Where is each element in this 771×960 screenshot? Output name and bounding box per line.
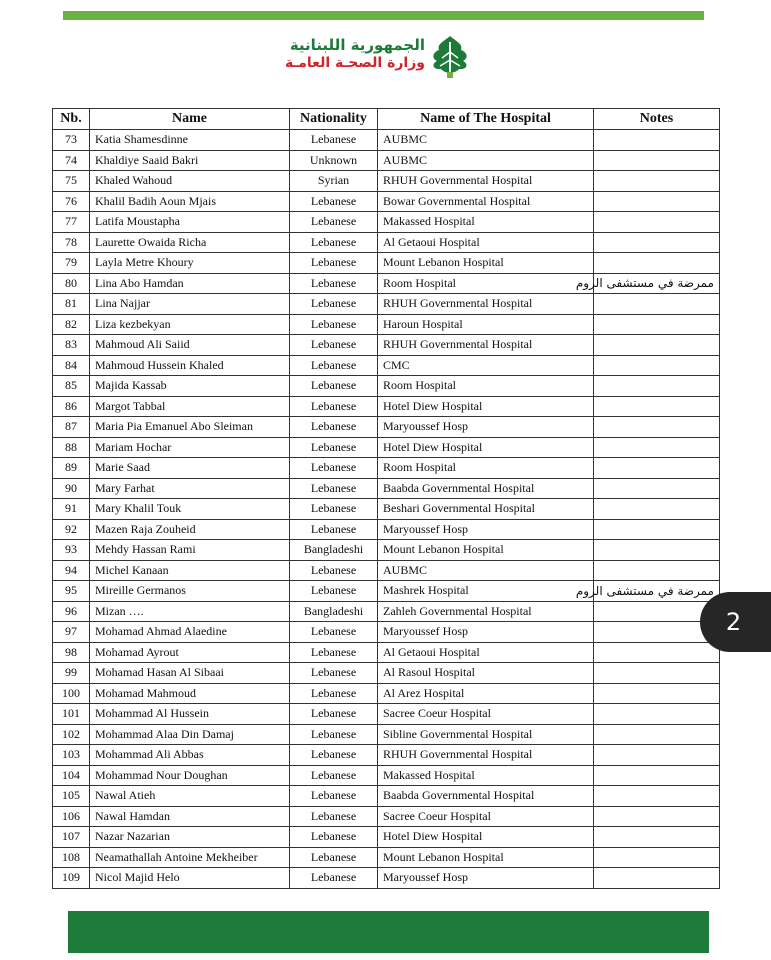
cell-name: Mohammad Ali Abbas bbox=[90, 745, 290, 766]
cell-nb: 79 bbox=[53, 253, 90, 274]
cell-hospital: Mount Lebanon Hospital bbox=[378, 540, 594, 561]
cell-name: Laurette Owaida Richa bbox=[90, 232, 290, 253]
cell-hospital: Al Getaoui Hospital bbox=[378, 642, 594, 663]
cell-name: Liza kezbekyan bbox=[90, 314, 290, 335]
cell-name: Mahmoud Hussein Khaled bbox=[90, 355, 290, 376]
cell-name: Mohamad Ayrout bbox=[90, 642, 290, 663]
cell-nationality: Lebanese bbox=[290, 847, 378, 868]
cell-notes bbox=[594, 191, 720, 212]
table-row bbox=[53, 683, 720, 704]
column-header-hospital: Name of The Hospital bbox=[378, 109, 594, 130]
cell-nationality: Lebanese bbox=[290, 396, 378, 417]
table-row bbox=[53, 642, 720, 663]
cell-notes bbox=[594, 745, 720, 766]
cell-name: Nazar Nazarian bbox=[90, 827, 290, 848]
table-row bbox=[53, 806, 720, 827]
cell-nb: 95 bbox=[53, 581, 90, 602]
cell-name: Mohamad Hasan Al Sibaai bbox=[90, 663, 290, 684]
cell-nb: 109 bbox=[53, 868, 90, 889]
cell-nationality: Lebanese bbox=[290, 519, 378, 540]
table-row bbox=[53, 519, 720, 540]
cell-hospital: Baabda Governmental Hospital bbox=[378, 786, 594, 807]
cell-nb: 81 bbox=[53, 294, 90, 315]
cell-nb: 96 bbox=[53, 601, 90, 622]
table-row bbox=[53, 171, 720, 192]
cell-name: Mohammad Alaa Din Damaj bbox=[90, 724, 290, 745]
cell-nb: 108 bbox=[53, 847, 90, 868]
cell-notes bbox=[594, 458, 720, 479]
cell-nb: 102 bbox=[53, 724, 90, 745]
table-row bbox=[53, 314, 720, 335]
cell-notes bbox=[594, 437, 720, 458]
cell-hospital: Sacree Coeur Hospital bbox=[378, 806, 594, 827]
table-row bbox=[53, 847, 720, 868]
cell-nb: 86 bbox=[53, 396, 90, 417]
cell-nationality: Lebanese bbox=[290, 417, 378, 438]
cell-hospital: AUBMC bbox=[378, 130, 594, 151]
cell-hospital: Al Arez Hospital bbox=[378, 683, 594, 704]
cell-hospital: Al Getaoui Hospital bbox=[378, 232, 594, 253]
cell-nb: 84 bbox=[53, 355, 90, 376]
table-row bbox=[53, 499, 720, 520]
cell-hospital: Mount Lebanon Hospital bbox=[378, 253, 594, 274]
cell-hospital: Room Hospital bbox=[378, 458, 594, 479]
cell-hospital: Room Hospital bbox=[378, 273, 594, 294]
cell-name: Marie Saad bbox=[90, 458, 290, 479]
cell-hospital: Maryoussef Hosp bbox=[378, 622, 594, 643]
cell-nb: 92 bbox=[53, 519, 90, 540]
page-number: 2 bbox=[725, 608, 742, 636]
cell-notes bbox=[594, 130, 720, 151]
cell-hospital: Maryoussef Hosp bbox=[378, 868, 594, 889]
cell-hospital: RHUH Governmental Hospital bbox=[378, 745, 594, 766]
cell-name: Katia Shamesdinne bbox=[90, 130, 290, 151]
cell-name: Mariam Hochar bbox=[90, 437, 290, 458]
cell-nb: 104 bbox=[53, 765, 90, 786]
table-row bbox=[53, 376, 720, 397]
cell-hospital: Makassed Hospital bbox=[378, 765, 594, 786]
cell-name: Margot Tabbal bbox=[90, 396, 290, 417]
cell-notes bbox=[594, 294, 720, 315]
cell-notes bbox=[594, 212, 720, 233]
cell-hospital: Zahleh Governmental Hospital bbox=[378, 601, 594, 622]
cell-name: Mahmoud Ali Saiid bbox=[90, 335, 290, 356]
cell-notes bbox=[594, 683, 720, 704]
cell-hospital: Hotel Diew Hospital bbox=[378, 827, 594, 848]
cell-name: Mary Khalil Touk bbox=[90, 499, 290, 520]
table-row bbox=[53, 458, 720, 479]
table-row bbox=[53, 355, 720, 376]
cell-nationality: Lebanese bbox=[290, 273, 378, 294]
cell-nb: 93 bbox=[53, 540, 90, 561]
cell-nationality: Lebanese bbox=[290, 335, 378, 356]
cell-name: Lina Najjar bbox=[90, 294, 290, 315]
cell-hospital: RHUH Governmental Hospital bbox=[378, 171, 594, 192]
cell-nationality: Lebanese bbox=[290, 212, 378, 233]
cell-hospital: Mount Lebanon Hospital bbox=[378, 847, 594, 868]
table-row bbox=[53, 212, 720, 233]
cell-hospital: Haroun Hospital bbox=[378, 314, 594, 335]
cell-notes bbox=[594, 663, 720, 684]
cell-nb: 99 bbox=[53, 663, 90, 684]
cell-notes bbox=[594, 642, 720, 663]
cedar-icon bbox=[427, 34, 473, 78]
cell-nationality: Lebanese bbox=[290, 868, 378, 889]
cell-notes bbox=[594, 417, 720, 438]
cell-nb: 107 bbox=[53, 827, 90, 848]
cell-name: Mohamad Ahmad Alaedine bbox=[90, 622, 290, 643]
cell-nationality: Lebanese bbox=[290, 745, 378, 766]
cell-name: Mizan …. bbox=[90, 601, 290, 622]
cell-notes bbox=[594, 806, 720, 827]
cell-hospital: Hotel Diew Hospital bbox=[378, 437, 594, 458]
cell-hospital: Mashrek Hospital bbox=[378, 581, 594, 602]
table-row bbox=[53, 437, 720, 458]
cell-hospital: CMC bbox=[378, 355, 594, 376]
cell-nb: 106 bbox=[53, 806, 90, 827]
table-row bbox=[53, 560, 720, 581]
cell-notes bbox=[594, 847, 720, 868]
table-row bbox=[53, 417, 720, 438]
cell-nationality: Unknown bbox=[290, 150, 378, 171]
table-row bbox=[53, 868, 720, 889]
cell-hospital: RHUH Governmental Hospital bbox=[378, 294, 594, 315]
ministry-logo bbox=[284, 34, 473, 78]
cell-notes bbox=[594, 704, 720, 725]
cell-nb: 97 bbox=[53, 622, 90, 643]
cell-nationality: Bangladeshi bbox=[290, 540, 378, 561]
logo-text bbox=[285, 36, 425, 72]
table-row bbox=[53, 601, 720, 622]
cell-notes bbox=[594, 376, 720, 397]
cell-hospital: Makassed Hospital bbox=[378, 212, 594, 233]
table-row bbox=[53, 191, 720, 212]
cell-hospital: Baabda Governmental Hospital bbox=[378, 478, 594, 499]
cell-nb: 77 bbox=[53, 212, 90, 233]
cell-nb: 82 bbox=[53, 314, 90, 335]
cell-nationality: Lebanese bbox=[290, 355, 378, 376]
table-row bbox=[53, 622, 720, 643]
table-row bbox=[53, 581, 720, 602]
cell-nb: 89 bbox=[53, 458, 90, 479]
cell-notes bbox=[594, 519, 720, 540]
cell-nb: 88 bbox=[53, 437, 90, 458]
cell-nationality: Lebanese bbox=[290, 314, 378, 335]
cell-hospital: Bowar Governmental Hospital bbox=[378, 191, 594, 212]
cell-name: Lina Abo Hamdan bbox=[90, 273, 290, 294]
column-header-name: Name bbox=[90, 109, 290, 130]
cell-nb: 85 bbox=[53, 376, 90, 397]
cell-hospital: AUBMC bbox=[378, 150, 594, 171]
logo-line-republic: الجمهورية اللبنانية bbox=[289, 36, 425, 54]
cell-name: Khalil Badih Aoun Mjais bbox=[90, 191, 290, 212]
cell-hospital: RHUH Governmental Hospital bbox=[378, 335, 594, 356]
cell-hospital: AUBMC bbox=[378, 560, 594, 581]
cell-notes bbox=[594, 396, 720, 417]
cell-notes bbox=[594, 253, 720, 274]
cell-nationality: Lebanese bbox=[290, 191, 378, 212]
casualty-table bbox=[52, 108, 720, 889]
table-row bbox=[53, 478, 720, 499]
cell-name: Mohammad Al Hussein bbox=[90, 704, 290, 725]
cell-hospital: Maryoussef Hosp bbox=[378, 417, 594, 438]
cell-nationality: Lebanese bbox=[290, 827, 378, 848]
cell-notes bbox=[594, 560, 720, 581]
cell-name: Nawal Hamdan bbox=[90, 806, 290, 827]
cell-name: Nawal Atieh bbox=[90, 786, 290, 807]
table-row bbox=[53, 540, 720, 561]
cell-nationality: Lebanese bbox=[290, 765, 378, 786]
cell-hospital: Hotel Diew Hospital bbox=[378, 396, 594, 417]
cell-nationality: Lebanese bbox=[290, 376, 378, 397]
table-row bbox=[53, 232, 720, 253]
cell-nationality: Lebanese bbox=[290, 683, 378, 704]
column-header-notes: Notes bbox=[594, 109, 720, 130]
cell-nationality: Lebanese bbox=[290, 232, 378, 253]
cell-name: Mazen Raja Zouheid bbox=[90, 519, 290, 540]
cell-nb: 105 bbox=[53, 786, 90, 807]
cell-nationality: Lebanese bbox=[290, 560, 378, 581]
cell-notes bbox=[594, 335, 720, 356]
cell-nationality: Lebanese bbox=[290, 622, 378, 643]
cell-notes bbox=[594, 786, 720, 807]
cell-nationality: Lebanese bbox=[290, 130, 378, 151]
column-header-nb: Nb. bbox=[53, 109, 90, 130]
cell-name: Nicol Majid Helo bbox=[90, 868, 290, 889]
cell-nb: 103 bbox=[53, 745, 90, 766]
cell-notes bbox=[594, 150, 720, 171]
cell-nationality: Lebanese bbox=[290, 478, 378, 499]
cell-nationality: Lebanese bbox=[290, 253, 378, 274]
table-row bbox=[53, 663, 720, 684]
cell-nb: 91 bbox=[53, 499, 90, 520]
cell-notes bbox=[594, 499, 720, 520]
cell-nb: 73 bbox=[53, 130, 90, 151]
logo-line-ministry: وزارة الصحـة العامـة bbox=[284, 55, 425, 71]
cell-notes bbox=[594, 314, 720, 335]
cell-name: Khaldiye Saaid Bakri bbox=[90, 150, 290, 171]
table-row bbox=[53, 396, 720, 417]
cell-notes bbox=[594, 827, 720, 848]
cell-notes bbox=[594, 868, 720, 889]
cell-name: Khaled Wahoud bbox=[90, 171, 290, 192]
cell-notes: ممرضة في مستشفى الروم bbox=[594, 273, 720, 294]
bottom-green-bar bbox=[68, 911, 709, 953]
table-row bbox=[53, 704, 720, 725]
cell-nationality: Lebanese bbox=[290, 581, 378, 602]
cell-name: Latifa Moustapha bbox=[90, 212, 290, 233]
cell-nationality: Bangladeshi bbox=[290, 601, 378, 622]
table-row bbox=[53, 827, 720, 848]
page-number-badge[interactable] bbox=[700, 592, 771, 652]
table-header-row bbox=[53, 109, 720, 130]
cell-name: Majida Kassab bbox=[90, 376, 290, 397]
cell-hospital: Room Hospital bbox=[378, 376, 594, 397]
table-row bbox=[53, 745, 720, 766]
cell-nb: 76 bbox=[53, 191, 90, 212]
cell-name: Layla Metre Khoury bbox=[90, 253, 290, 274]
cell-nb: 83 bbox=[53, 335, 90, 356]
cell-name: Mireille Germanos bbox=[90, 581, 290, 602]
cell-notes bbox=[594, 232, 720, 253]
cell-notes bbox=[594, 540, 720, 561]
cell-notes bbox=[594, 478, 720, 499]
cell-nb: 98 bbox=[53, 642, 90, 663]
table-row bbox=[53, 273, 720, 294]
table-row bbox=[53, 786, 720, 807]
cell-nb: 87 bbox=[53, 417, 90, 438]
cell-name: Mary Farhat bbox=[90, 478, 290, 499]
table-row bbox=[53, 130, 720, 151]
cell-notes: ممرضة في مستشفى الروم bbox=[594, 581, 720, 602]
table-row bbox=[53, 335, 720, 356]
cell-nb: 74 bbox=[53, 150, 90, 171]
cell-hospital: Sibline Governmental Hospital bbox=[378, 724, 594, 745]
table-row bbox=[53, 765, 720, 786]
cell-nb: 90 bbox=[53, 478, 90, 499]
cell-nationality: Syrian bbox=[290, 171, 378, 192]
cell-nb: 100 bbox=[53, 683, 90, 704]
cell-nationality: Lebanese bbox=[290, 786, 378, 807]
cell-nationality: Lebanese bbox=[290, 806, 378, 827]
cell-nationality: Lebanese bbox=[290, 663, 378, 684]
cell-name: Maria Pia Emanuel Abo Sleiman bbox=[90, 417, 290, 438]
cell-name: Mohamad Mahmoud bbox=[90, 683, 290, 704]
cell-hospital: Beshari Governmental Hospital bbox=[378, 499, 594, 520]
cell-notes bbox=[594, 355, 720, 376]
cell-hospital: Maryoussef Hosp bbox=[378, 519, 594, 540]
cell-notes bbox=[594, 724, 720, 745]
cell-nb: 94 bbox=[53, 560, 90, 581]
cell-nationality: Lebanese bbox=[290, 458, 378, 479]
cell-nationality: Lebanese bbox=[290, 294, 378, 315]
cell-name: Neamathallah Antoine Mekheiber bbox=[90, 847, 290, 868]
cell-hospital: Al Rasoul Hospital bbox=[378, 663, 594, 684]
cell-nb: 78 bbox=[53, 232, 90, 253]
table-row bbox=[53, 724, 720, 745]
cell-nationality: Lebanese bbox=[290, 642, 378, 663]
table-row bbox=[53, 150, 720, 171]
cell-nb: 80 bbox=[53, 273, 90, 294]
column-header-nationality: Nationality bbox=[290, 109, 378, 130]
cell-nationality: Lebanese bbox=[290, 724, 378, 745]
table-row bbox=[53, 294, 720, 315]
cell-name: Michel Kanaan bbox=[90, 560, 290, 581]
cell-nb: 101 bbox=[53, 704, 90, 725]
cell-nationality: Lebanese bbox=[290, 437, 378, 458]
cell-nationality: Lebanese bbox=[290, 704, 378, 725]
cell-notes bbox=[594, 765, 720, 786]
table-row bbox=[53, 253, 720, 274]
cell-hospital: Sacree Coeur Hospital bbox=[378, 704, 594, 725]
cell-nb: 75 bbox=[53, 171, 90, 192]
cell-nationality: Lebanese bbox=[290, 499, 378, 520]
cell-name: Mohammad Nour Doughan bbox=[90, 765, 290, 786]
top-green-bar bbox=[63, 11, 704, 20]
cell-notes bbox=[594, 171, 720, 192]
cell-name: Mehdy Hassan Rami bbox=[90, 540, 290, 561]
